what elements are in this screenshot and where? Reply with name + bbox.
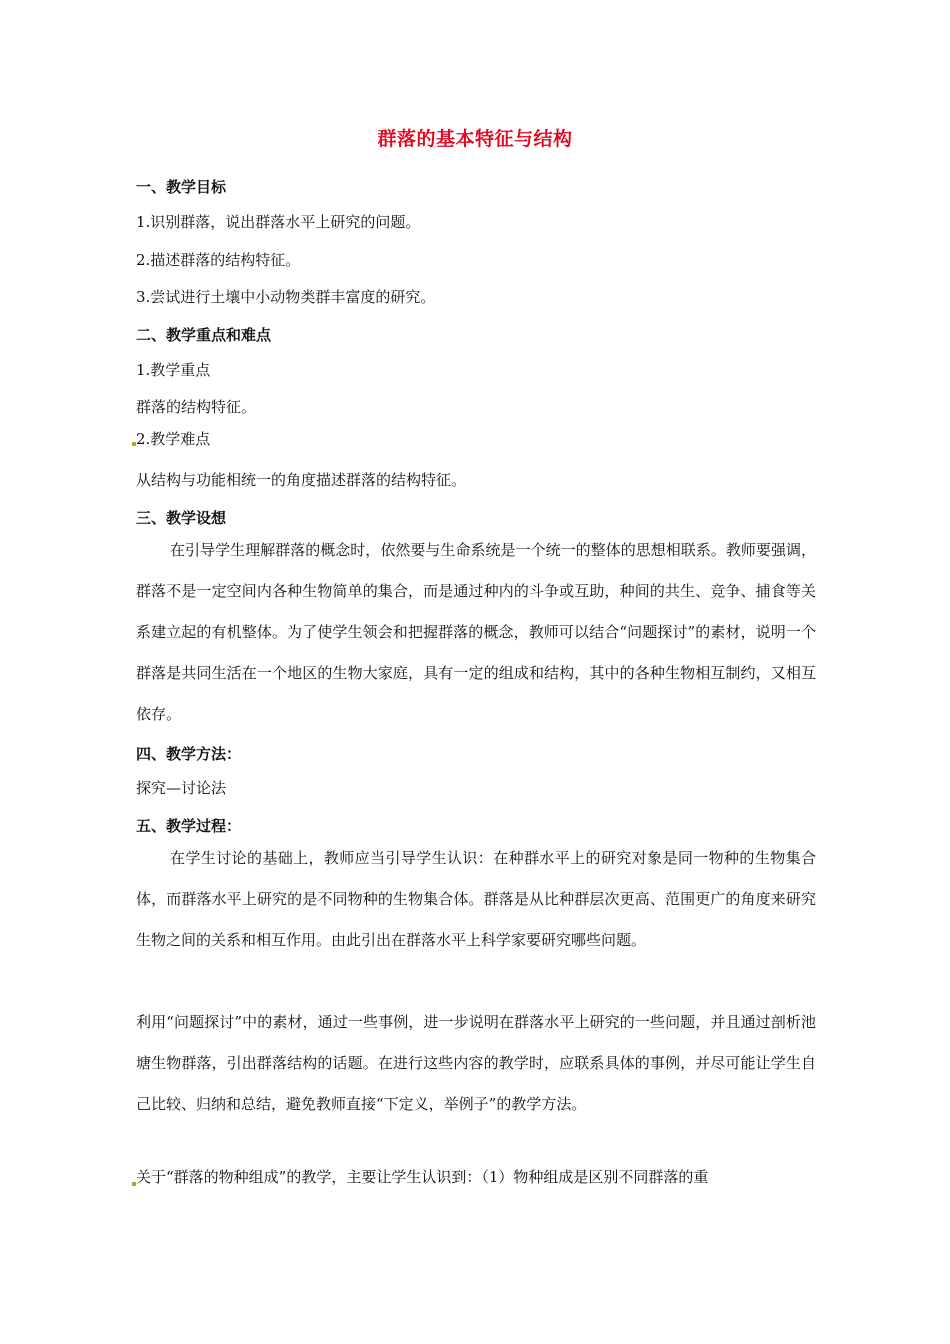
difficulty-label: 2.教学难点 <box>136 430 211 448</box>
process-paragraph-2: 利用“问题探讨”中的素材，通过一些事例，进一步说明在群落水平上研究的一些问题，并且通过剖析池塘生物群落，引出群落结构的话题。在进行这些内容的教学时，应联系具体的事例，并尽可能让学生自己比较、归纳和总结，避免教师直接“下定义，举例子”的教学方法。 <box>136 1013 816 1113</box>
objective-item-1: 1.识别群落，说出群落水平上研究的问题。 <box>136 213 421 231</box>
process-paragraph-3: 关于“群落的物种组成”的教学，主要让学生认识到：（1）物种组成是区别不同群落的重 <box>136 1168 709 1186</box>
objective-item-2: 2.描述群落的结构特征。 <box>136 251 301 269</box>
design-paragraph: 在引导学生理解群落的概念时，依然要与生命系统是一个统一的整体的思想相联系。教师要强调，群落不是一定空间内各种生物简单的集合，而是通过种内的斗争或互助，种间的共生、竞争、捕食等关系建立起的有机整体。为了使学生领会和把握群落的概念，教师可以结合“问题探讨”的素材，说明一个群落是共同生活在一个地区的生物大家庭，具有一定的组成和结构，其中的各种生物相互制约，又相互依存。 <box>136 541 816 723</box>
section-heading-objectives: 一、教学目标 <box>136 178 227 196</box>
key-point-label: 1.教学重点 <box>136 361 211 379</box>
section-heading-key-points: 二、教学重点和难点 <box>136 326 272 344</box>
section-heading-method: 四、教学方法： <box>136 745 242 763</box>
method-text: 探究—讨论法 <box>136 779 227 797</box>
difficulty-text: 从结构与功能相统一的角度描述群落的结构特征。 <box>136 471 467 489</box>
page-title: 群落的基本特征与结构 <box>377 128 573 150</box>
objective-item-3: 3.尝试进行土壤中小动物类群丰富度的研究。 <box>136 288 436 306</box>
process-paragraph-1: 在学生讨论的基础上，教师应当引导学生认识：在种群水平上的研究对象是同一物种的生物集合体，而群落水平上研究的是不同物种的生物集合体。群落是从比种群层次更高、范围更广的角度来研究生物之间的关系和相互作用。由此引出在群落水平上科学家要研究哪些问题。 <box>136 849 816 949</box>
section-heading-process: 五、教学过程： <box>136 817 242 835</box>
section-heading-design: 三、教学设想 <box>136 509 227 527</box>
key-point-text: 群落的结构特征。 <box>136 398 257 416</box>
